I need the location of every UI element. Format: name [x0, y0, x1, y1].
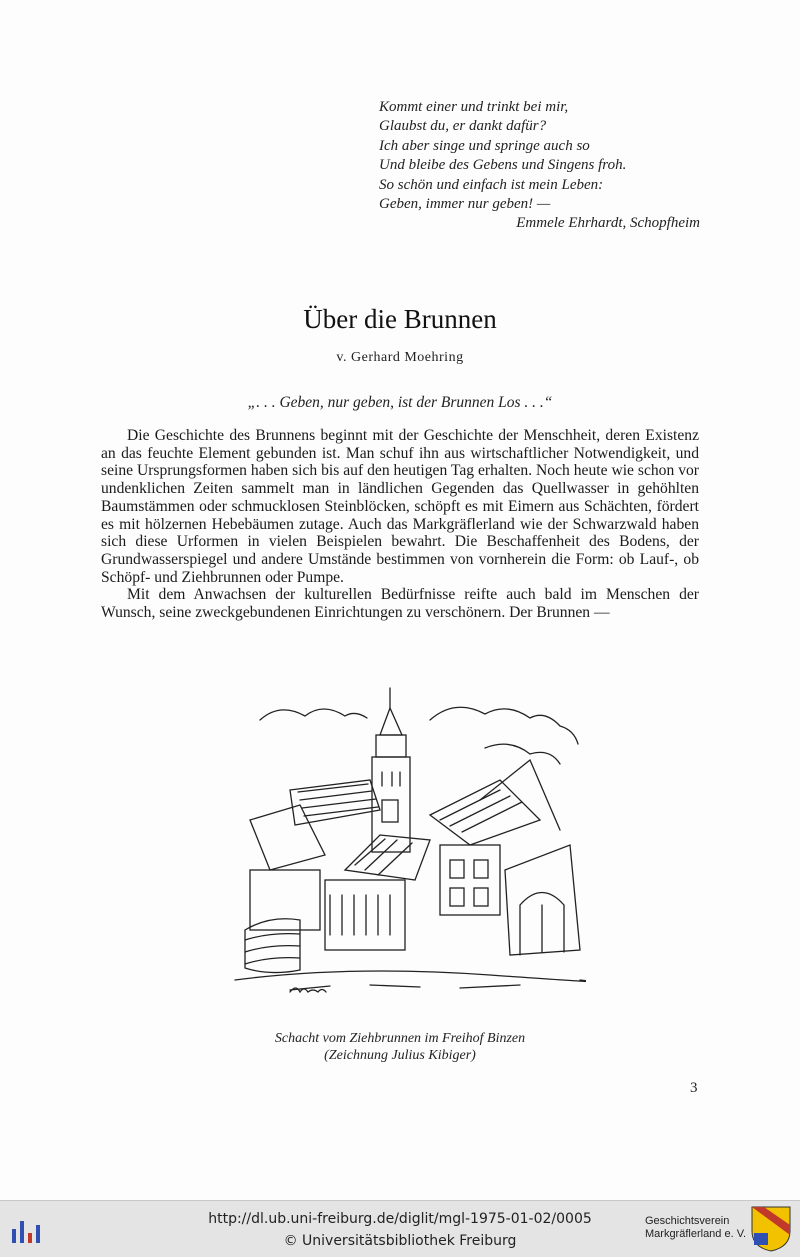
figure-caption	[0, 1030, 800, 1064]
publisher-name	[645, 1215, 746, 1241]
caption-line: (Zeichnung Julius Kibiger)	[324, 1048, 476, 1063]
viewer-footer	[0, 1200, 800, 1257]
poem-line: Und bleibe des Gebens und Singens froh.	[379, 157, 627, 174]
copyright-text: © Universitätsbibliothek Freiburg	[283, 1233, 517, 1249]
poem-line: Ich aber singe und springe auch so	[379, 137, 590, 154]
poem-line: So schön und einfach ist mein Leben:	[379, 176, 604, 193]
page-number: 3	[690, 1080, 698, 1096]
permalink-url[interactable]: http://dl.ub.uni-freiburg.de/diglit/mgl-1975-01-02/0005	[208, 1211, 592, 1227]
village-well-drawing	[230, 680, 586, 1008]
body-paragraph: Mit dem Anwachsen der kulturellen Bedürfnisse reifte auch bald im Menschen der Wunsch, seine zweckgebundenen Einrichtungen zu verschönern. Der Brunnen —	[101, 586, 699, 622]
poem-block	[379, 98, 704, 234]
article-title: Über die Brunnen	[303, 304, 497, 334]
coat-of-arms-icon	[750, 1205, 792, 1253]
poem-author: Emmele Ehrhardt, Schopfheim	[516, 215, 700, 232]
article-motto: „. . . Geben, nur geben, ist der Brunnen Los . . .“	[247, 394, 553, 411]
publisher-line: Geschichtsverein	[645, 1215, 730, 1227]
body-paragraph: Die Geschichte des Brunnens beginnt mit der Geschichte der Menschheit, deren Existenz an das feuchte Element gebunden ist. Man schuf ihn aus wirtschaftlicher Notwendigkeit, und seine Ursprungsformen haben sich bis auf den heutigen Tag erhalten. Noch heute wie schon vor undenklichen Zeiten sammelt man in ländlichen Gegenden das Quellwasser in gehöhlten Baumstämmen oder schmucklosen Steinblöcken, schöpft es mit Eimern aus Schächten, fördert es mit hölzernen Hebebäumen zutage. Auch das Markgräflerland wie der Schwarzwald haben sich diese Urformen in vielen Beispielen bewahrt. Die Beschaffenheit des Bodens, der Grundwasserspiegel und andere Umstände bestimmen von vornherein die Form: ob Lauf-, ob Schöpf- und Ziehbrunnen oder Pumpe.	[101, 427, 699, 586]
poem-line: Glaubst du, er dankt dafür?	[379, 118, 547, 135]
publisher-line: Markgräflerland e. V.	[645, 1228, 747, 1240]
article-byline: v. Gerhard Moehring	[336, 350, 464, 365]
poem-line: Kommt einer und trinkt bei mir,	[379, 99, 569, 115]
caption-line: Schacht vom Ziehbrunnen im Freihof Binzen	[274, 1031, 526, 1046]
poem-line: Geben, immer nur geben! —	[379, 196, 551, 213]
article-body	[101, 427, 699, 622]
